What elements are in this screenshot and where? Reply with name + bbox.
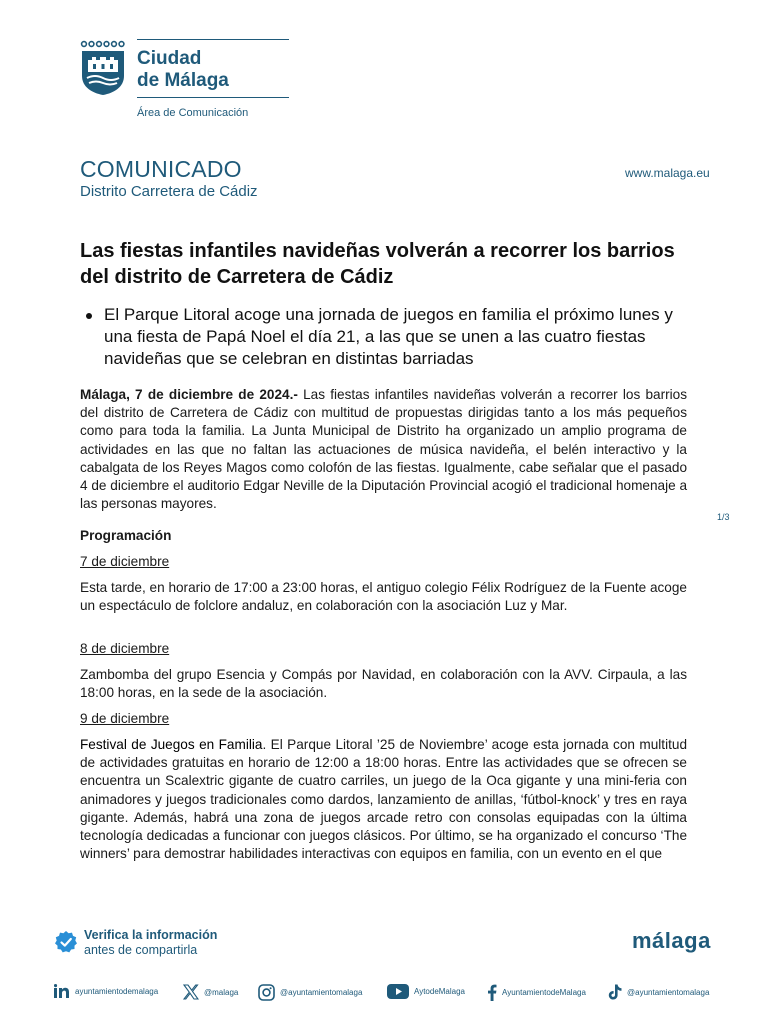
youtube-icon [387, 984, 409, 999]
logo-line-1: Ciudad [137, 48, 202, 69]
city-shield-logo-icon [80, 40, 126, 96]
malaga-brand-logo: málaga [632, 928, 711, 953]
program-date-2: 8 de diciembre [80, 641, 170, 656]
social-handle-instagram: @ayuntamientomalaga [280, 988, 363, 997]
program-date-1: 7 de diciembre [80, 554, 170, 569]
logo-top-rule [137, 39, 289, 40]
logo-line-2: de Málaga [137, 70, 229, 91]
program-date-3: 9 de diciembre [80, 711, 170, 726]
program-text-1: Esta tarde, en horario de 17:00 a 23:00 horas, el antiguo colegio Félix Rodríguez de la Fuente acoge un espectáculo de folclore andaluz, en colaboración con la asociación Luz y Mar. [80, 580, 687, 614]
website-link[interactable]: www.malaga.eu [625, 166, 710, 180]
dateline: Málaga, 7 de diciembre de 2024.- [80, 387, 298, 402]
instagram-icon [258, 984, 275, 1001]
page-number: 1/3 [717, 512, 730, 522]
social-handle-tiktok: @ayuntamientomalaga [627, 987, 710, 997]
tiktok-icon [608, 984, 622, 1000]
headline: Las fiestas infantiles navideñas volverán a recorrer los barrios del distrito de Carretera de Cádiz [80, 240, 675, 288]
social-tiktok[interactable] [608, 984, 709, 1000]
verified-badge-icon [54, 930, 78, 954]
logo-wordmark [137, 48, 229, 92]
social-instagram[interactable] [258, 984, 362, 1001]
social-handle-youtube: AytodeMalaga [414, 987, 465, 996]
social-handle-x: @malaga [204, 987, 239, 997]
document-subtitle: Distrito Carretera de Cádiz [80, 183, 258, 200]
program-text-2: Zambomba del grupo Esencia y Compás por Navidad, en colaboración con la AVV. Cirpaula, a las 18:00 horas, en la sede de la asociación. [80, 667, 687, 701]
document-title: COMUNICADO [80, 156, 242, 182]
program-text-3-body: . El Parque Litoral ’25 de Noviembre’ acoge esta jornada con multitud de actividades gratuitas en horario de 12:00 a 18:00 horas. Entre las actividades que se ofrecen se encuentra un Scalextric gigante de cuatro carriles, un juego de la Oca gigante y una mini-feria con animadores y juegos tradicionales como dardos, lanzamiento de anillas, ‘fútbol-knock’ y tres en raya gigante. Además, habrá una zona de juegos arcade retro con consolas equipadas con la última tecnología dedicadas a funcionar con juegos clásicos. Por último, se ha organizado el concurso ‘The winners’ para demostrar habilidades interactivas con equipos en familia, con un evento en el que [80, 737, 688, 862]
summary-bullet-text: El Parque Litoral acoge una jornada de juegos en familia el próximo lunes y una fiesta de Papá Noel el día 21, a las que se unen a las cuatro fiestas navideñas que se celebran en distintas barriadas [104, 305, 673, 368]
program-text-3-lead: Festival de Juegos en Familia [80, 737, 263, 752]
social-youtube[interactable] [387, 984, 465, 999]
social-linkedin[interactable] [54, 984, 158, 998]
verify-line-1: Verifica la información [84, 928, 218, 942]
social-handle-facebook: AyuntamientodeMalaga [502, 988, 586, 997]
social-handle-linkedin: ayuntamientodemalaga [75, 986, 159, 996]
area-label: Área de Comunicación [137, 107, 249, 119]
linkedin-icon [54, 984, 70, 998]
bullet-dot-icon [86, 313, 92, 319]
x-icon [183, 984, 199, 1000]
intro-text: Las fiestas infantiles navideñas volverán a recorrer los barrios del distrito de Carretera de Cádiz con multitud de propuestas dirigidas tanto a los más pequeños como para toda la familia. La Junta Municipal de Distrito ha organizado un amplio programa de actividades en las que no faltan las actuaciones de música navideña, el belén interactivo y la cabalgata de los Reyes Magos como colofón de las fiestas. Igualmente, cabe señalar que el pasado 4 de diciembre el auditorio Edgar Neville de la Diputación Provincial acogió el tradicional homenaje a las personas mayores. [80, 387, 688, 512]
social-x[interactable] [183, 984, 238, 1000]
summary-bullet [80, 304, 690, 370]
social-facebook[interactable] [487, 984, 586, 1001]
program-heading: Programación [80, 528, 172, 543]
program-text-3 [80, 736, 687, 863]
facebook-icon [487, 984, 497, 1001]
verify-line-2: antes de compartirla [84, 943, 198, 957]
intro-paragraph [80, 386, 687, 513]
logo-bottom-rule [137, 97, 289, 98]
